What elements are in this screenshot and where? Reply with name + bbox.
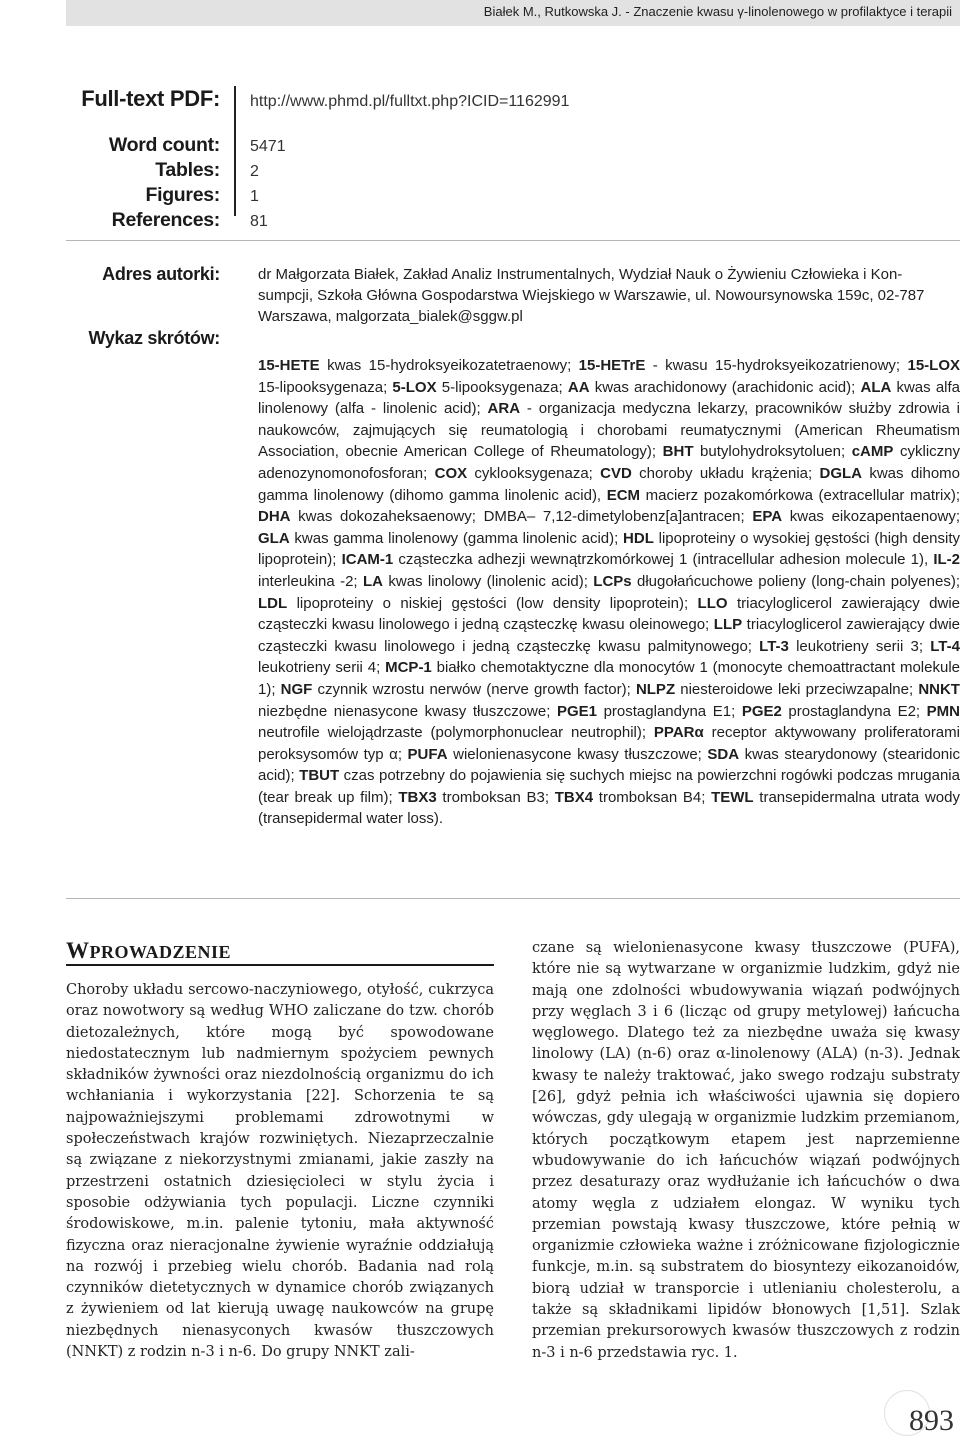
abbreviation-term: PPARα [653, 724, 704, 742]
running-header [66, 0, 960, 26]
abbreviation-term: CVD [600, 464, 632, 482]
abbreviation-term: ICAM-1 [341, 551, 394, 569]
abbreviation-definition: kwas arachidonowy (arachidonic acid); [589, 378, 861, 396]
references-label: References: [111, 209, 220, 231]
abbreviation-definition: niezbędne nienasycone kwasy tłuszczowe; [258, 702, 557, 720]
abbreviation-definition: lipoproteiny o niskiej gęstości (low density lipoprotein); [287, 594, 698, 612]
abbreviation-term: PGE2 [741, 702, 782, 720]
divider-top [66, 240, 960, 241]
abbreviation-term: LLP [713, 616, 743, 634]
abbreviation-definition: transepidermalna utrata wody (transepidermal water loss). [258, 788, 960, 828]
abbreviations-label: Wykaz skrótów: [88, 328, 220, 348]
tables-value: 2 [250, 163, 259, 180]
abbreviation-term: MCP-1 [385, 659, 432, 677]
abbreviation-definition: triacyloglicerol zawierający dwie cząsteczki kwasu linolowego i jedną cząsteczkę kwasu palmitynowego; [258, 616, 960, 655]
references-row [66, 209, 946, 234]
abbreviation-definition: długołańcuchowe polieny (long-chain polyenes); [631, 572, 960, 590]
abbreviation-definition: interleukina -2; [258, 572, 363, 590]
abbreviation-definition: triacyloglicerol zawierający dwie cząsteczki kwasu linolowego i jedną cząsteczkę kwasu oleinowego; [258, 594, 960, 634]
abbreviation-definition: kwas stearydonowy (stearidonic acid); [258, 745, 960, 785]
abbreviation-definition: macierz pozakomórkowa (extracellular matrix); [640, 486, 960, 504]
abbreviation-term: NNKT [918, 680, 960, 698]
abbreviation-term: AA [567, 378, 590, 396]
tables-label: Tables: [155, 159, 220, 181]
full-text-row [66, 86, 946, 126]
abbreviation-term: GLA [258, 529, 290, 547]
abbreviation-definition: kwas dihomo gamma linolenowy (dihomo gamma linolenic acid), [258, 464, 960, 504]
abbreviation-definition: kwas 15-hydroksyeikozatetraenowy; [319, 357, 579, 374]
intro-column-right: czane są wielonienasycone kwasy tłuszczowe (PUFA), które nie są wytwarzane w organizmie ludzkim, gdyż nie mają one zdolności wbudowywania wiązań podwójnych przy węglach 3 i 6 (licząc od grupy metylowej) łańcucha węglowego. Dlatego też za niezbędne uważa się kwasy linolowy (LA) (n-6) oraz α-linolenowy (ALA) (n-3). Jednak kwasy te należy traktować, jako swego rodzaju substraty [26], gdyż pełnia ich właściwości ujawnia się dopiero wówczas, gdy ulegają w organizmie ludzkim przemianom, których początkowym etapem jest naprzemienne wbudowywanie do ich łańcuchów wiązań podwójnych przez desaturazy oraz wydłużanie ich łańcuchów o dwa atomy węgla z udziałem elongaz. W wyniku tych przemian powstają kwasy tłuszczowe, które pełnią w organizmie człowieka ważne i zróżnicowane fizjologicznie funkcje, m.in. są substratem do biosyntezy eikozanoidów, biorą udział w transporcie i utlenianiu cholesterolu, a także są składnikami lipidów błonowych [1,51]. Szlak przemian prekursorowych kwasów tłuszczowych z rodzin n-3 i n-6 przedstawia ryc. 1. [532, 940, 960, 1361]
abbreviation-term: 15-LOX [907, 357, 960, 374]
divider-bottom [66, 898, 960, 899]
abbreviations-list [258, 355, 960, 830]
abbreviation-definition: wielonienasycone kwasy tłuszczowe; [447, 745, 708, 763]
abbreviation-term: PMN [926, 702, 960, 720]
abbreviation-term: DHA [258, 508, 291, 526]
abbreviation-term: COX [434, 464, 468, 482]
abbreviation-definition: kwas linolowy (linolenic acid); [382, 572, 594, 590]
abbreviation-term: BHT [662, 443, 694, 461]
word-count-row [66, 134, 946, 159]
abbreviation-term: NLPZ [635, 680, 676, 698]
section-title-rule [66, 964, 494, 966]
section-title [66, 938, 231, 964]
abbreviation-definition: kwas gamma linolenowy (gamma linolenic acid); [289, 529, 624, 547]
address-line: dr Małgorzata Białek, Zakład Analiz Instrumentalnych, Wydział Nauk o Żywieniu Człowieka i Kon- [258, 266, 903, 283]
abbreviation-term: ALA [860, 378, 892, 396]
abbreviation-definition: kwas alfa linolenowy (alfa - linolenic acid); [258, 378, 960, 418]
abbreviation-term: 5-LOX [392, 378, 437, 396]
abbreviation-term: TBX3 [398, 788, 437, 806]
abbreviation-term: LT-4 [930, 637, 960, 655]
abbreviation-term: DGLA [819, 464, 863, 482]
abbreviation-term: ECM [606, 486, 641, 504]
word-count-label: Word count: [108, 134, 220, 156]
page-number: 893 [909, 1404, 954, 1437]
abbreviation-term: IL-2 [933, 551, 960, 569]
figures-label: Figures: [145, 184, 220, 206]
abbreviation-definition: - kwasu 15-hydroksyeikozatrienowy; [645, 357, 908, 374]
abbreviation-term: LLO [697, 594, 728, 612]
abbreviation-definition: cyklooksygenaza; [467, 464, 601, 482]
abbreviation-term: LT-3 [759, 637, 789, 655]
tables-row [66, 159, 946, 184]
abbreviation-definition: choroby układu krążenia; [631, 464, 820, 482]
address-line: sumpcji, Szkoła Główna Gospodarstwa Wiejskiego w Warszawie, ul. Nowoursynowska 159c, 02-787 [258, 287, 925, 304]
abbreviation-term: HDL [623, 529, 654, 547]
abbreviation-definition: białko chemotaktyczne dla monocytów 1 (monocyte chemoattractant molekule 1); [258, 659, 960, 698]
abbreviation-definition: receptor aktywowany proliferatorami peroksysomów typ α; [258, 724, 960, 763]
abbreviation-definition: cząsteczka adhezji wewnątrzkomórkowej 1 (intracellular adhesion molecule 1), [393, 551, 934, 569]
address-line: Warszawa, malgorzata_bialek@sggw.pl [258, 308, 523, 325]
abbreviation-definition: niesteroidowe leki przeciwzapalne; [675, 680, 919, 698]
references-value: 81 [250, 213, 268, 230]
abbreviation-definition: 5-lipooksygenaza; [436, 378, 568, 396]
abbreviation-definition: butylohydroksytoluen; [693, 443, 852, 461]
abbreviation-term: SDA [707, 745, 740, 763]
abbreviation-definition: tromboksan B4; [593, 788, 712, 806]
abbreviation-term: EPA [752, 508, 783, 526]
abbreviation-definition: czas potrzebny do pojawienia się suchych miejsc na powierzchni rogówki podczas mrugania (tear break up film); [258, 767, 960, 806]
abbreviation-definition: - organizacja medyczna lekarzy, pracowników służby zdrowia i naukowców, zajmujących się reumatologią i chorobami reumatycznymi (American Rheumatism Association, obecnie American College of Rheumatology); [258, 400, 960, 461]
full-text-label: Full-text PDF: [81, 86, 220, 111]
intro-column-left: Choroby układu sercowo-naczyniowego, otyłość, cukrzyca oraz nowotwory są według WHO zaliczane do tzw. chorób dietozależnych, które mogą być spowodowane niedostatecznym lub nadmiernym spożyciem pewnych składników żywności oraz niezdolnością organizmu do ich wchłaniania i wykorzystania [22]. Schorzenia te są najpoważniejszymi problemami zdrowotnymi w społeczeństwach krajów rozwiniętych. Niezaprzeczalnie są związane z niekorzystnymi zmianami, jakie zaszły na przestrzeni ostatnich dziesięcioleci w stylu życia i sposobie odżywiania tych populacji. Liczne czynniki środowiskowe, m.in. palenie tytoniu, mała aktywność fizyczna oraz nieracjonalne żywienie wyraźnie oddziałują na rozwój i przebieg wielu chorób. Badania nad rolą czynników dietetycznych w dynamice chorób związanych z żywieniem od lat kierują uwagę naukowców na grupę niezbędnych nienasyconych kwasów tłuszczowych (NNKT) z rodzin n-3 i n-6. Do grupy NNKT zali- [66, 982, 494, 1361]
abbreviation-definition: 15-lipooksygenaza; [258, 378, 393, 396]
abbreviation-definition: prostaglandyna E2; [781, 702, 927, 720]
abbreviation-term: cAMP [851, 443, 894, 461]
abbreviation-term: ARA [487, 400, 521, 418]
author-address-label: Adres autorki: [102, 264, 220, 284]
abbreviation-term: LCPs [593, 572, 632, 590]
abbreviation-definition: cykliczny adenozynomonofosforan; [258, 443, 960, 482]
abbreviation-term: LA [362, 572, 383, 590]
author-address [258, 264, 958, 327]
abbreviation-definition: kwas dokozaheksaenowy; DMBA– 7,12-dimetylobenz[a]antracen; [290, 508, 753, 526]
figures-value: 1 [250, 188, 259, 205]
abbreviation-definition: prostaglandyna E1; [597, 702, 742, 720]
abbreviation-term: PGE1 [556, 702, 597, 720]
abbreviation-definition: kwas eikozapentaenowy; [782, 508, 960, 526]
abbreviation-term: NGF [280, 680, 313, 698]
abbreviation-definition: lipoproteiny o wysokiej gęstości (high density lipoprotein); [258, 529, 960, 569]
full-text-link[interactable]: http://www.phmd.pl/fulltxt.php?ICID=1162991 [250, 93, 570, 110]
abbreviation-definition: leukotrieny serii 4; [258, 659, 386, 677]
abbreviation-definition: tromboksan B3; [436, 788, 555, 806]
section-title-rest: PROWADZENIE [89, 942, 232, 962]
abbreviation-term: 15-HETE [258, 357, 320, 374]
figures-row [66, 184, 946, 209]
abbreviation-definition: czynnik wzrostu nerwów (nerve growth factor); [312, 680, 636, 698]
abbreviation-term: TBX4 [554, 788, 594, 806]
section-title-initial: W [66, 938, 90, 963]
abbreviation-term: 15-HETrE [578, 357, 646, 374]
abbreviation-definition: neutrofile wielojądrzaste (polymorphonuclear neutrophil); [258, 724, 654, 742]
abbreviation-term: PUFA [407, 745, 448, 763]
abbreviation-term: TBUT [299, 767, 340, 785]
article-meta [66, 86, 946, 234]
abbreviation-definition: leukotrieny serii 3; [788, 637, 931, 655]
running-title: Białek M., Rutkowska J. - Znaczenie kwasu γ-linolenowego w profilaktyce i terapii [483, 4, 952, 19]
word-count-value: 5471 [250, 138, 286, 155]
abbreviation-term: LDL [258, 594, 288, 612]
abbreviation-term: TEWL [711, 788, 754, 806]
